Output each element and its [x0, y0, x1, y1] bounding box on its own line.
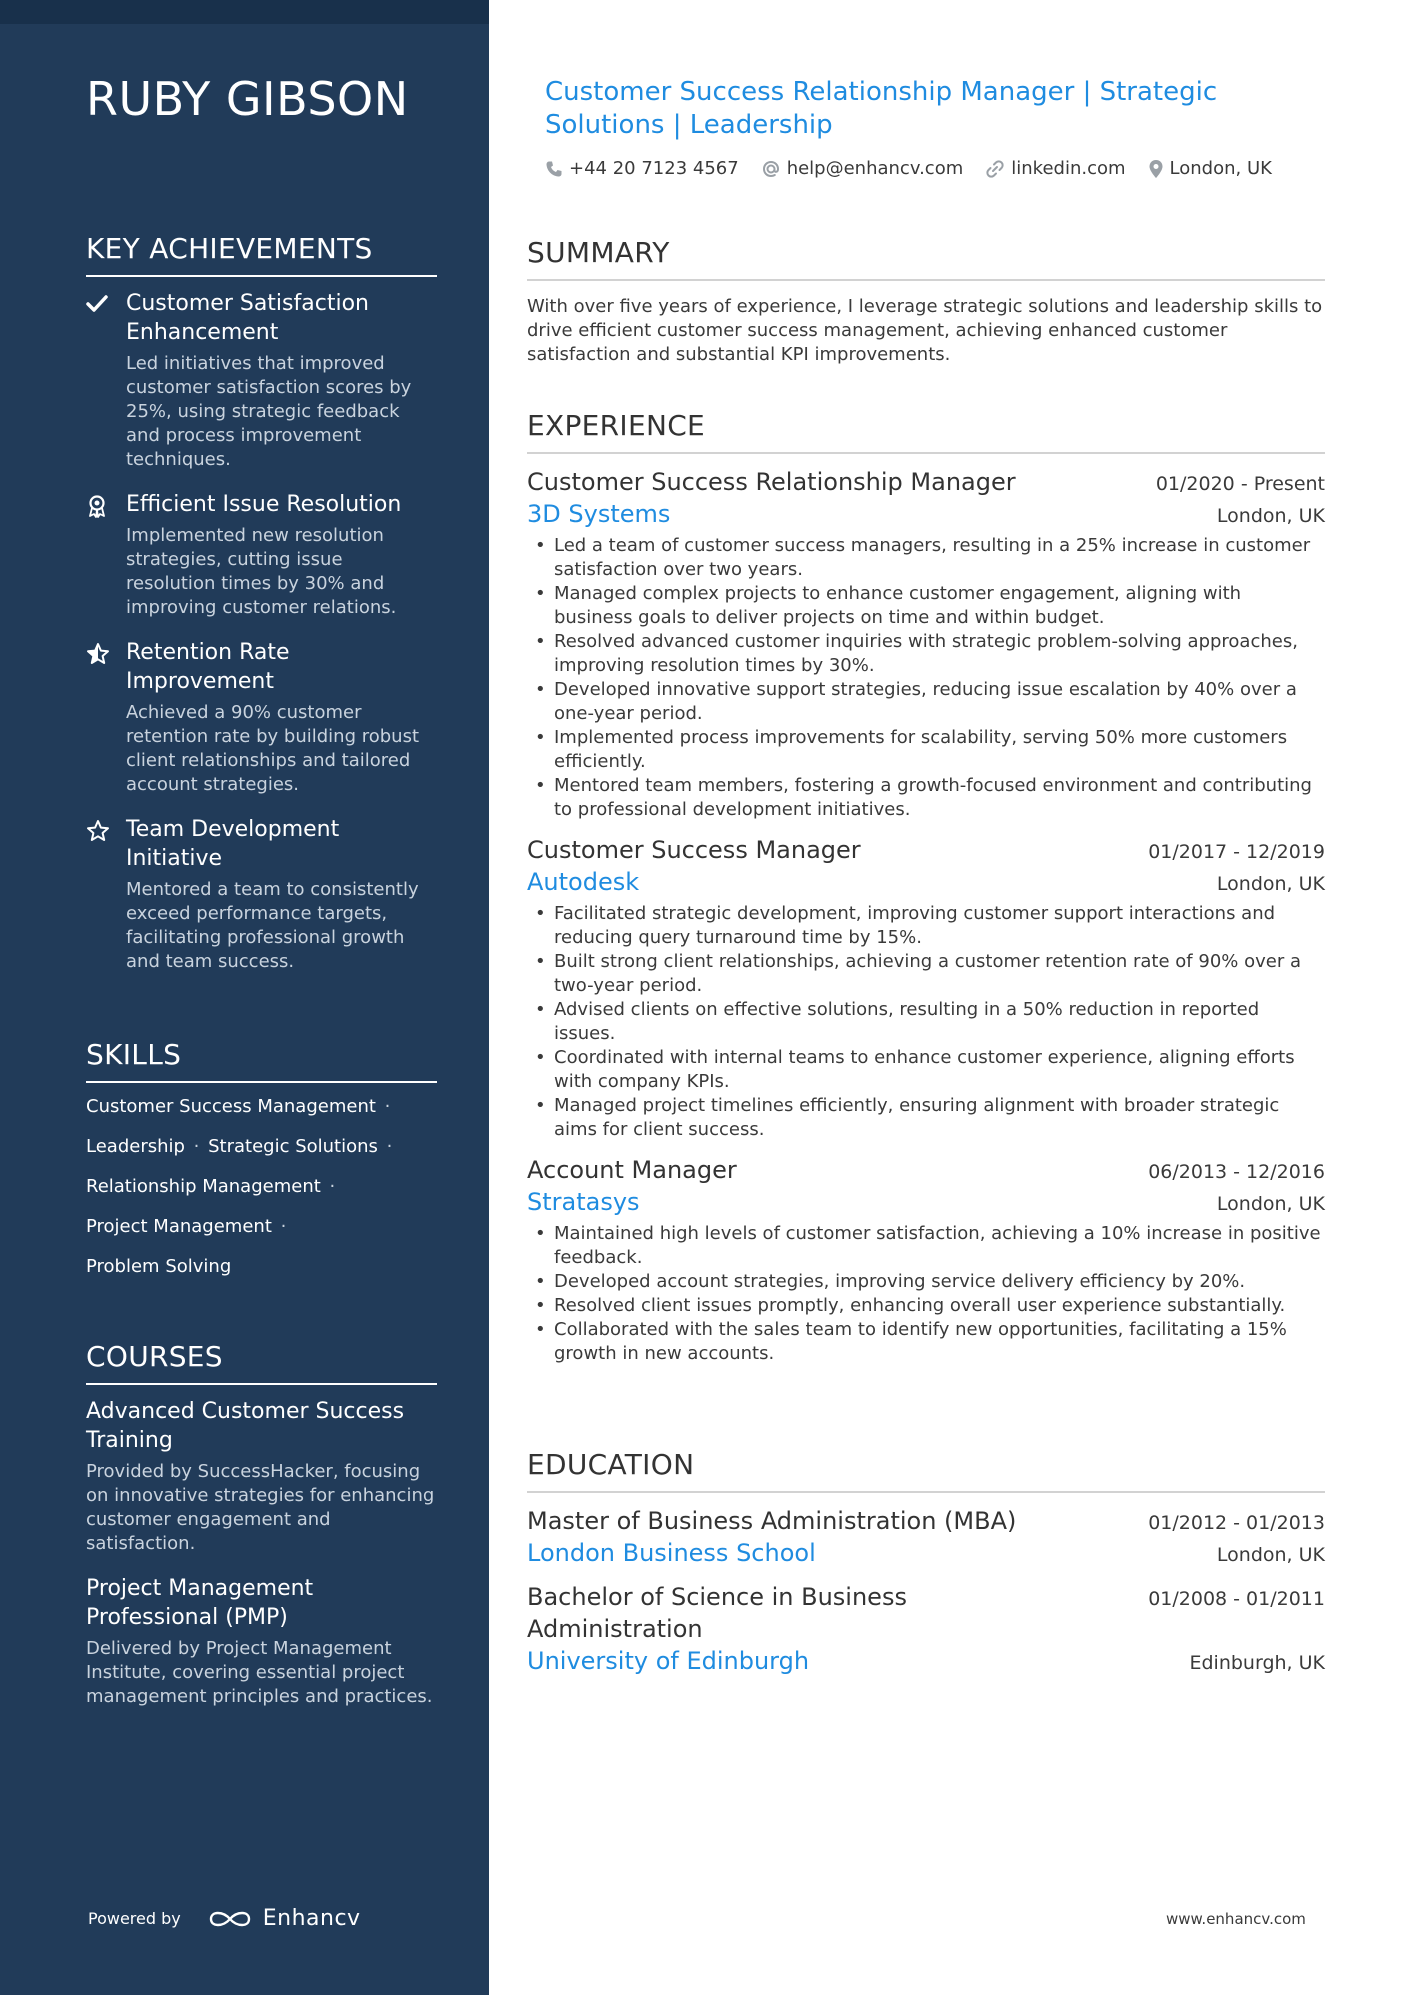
- email-text: help@enhancv.com: [786, 158, 964, 179]
- achievement-item: [86, 289, 437, 472]
- achievement-title: Customer Satisfaction Enhancement: [126, 291, 369, 345]
- job-entry: [527, 466, 1325, 822]
- contact-bar: [545, 158, 1294, 179]
- achievement-title: Team Development Initiative: [126, 817, 340, 871]
- contact-phone[interactable]: [545, 158, 739, 179]
- course-title: Advanced Customer Success Training: [86, 1399, 405, 1453]
- powered-by: [88, 1906, 361, 1931]
- achievement-desc: Achieved a 90% customer retention rate by building robust client relationships and tailored account strategies.: [126, 702, 420, 795]
- job-location: London, UK: [1216, 1193, 1325, 1215]
- job-bullet: • Developed account strategies, improving service delivery efficiency by 20%.: [527, 1270, 1325, 1294]
- achievement-item: [86, 490, 437, 620]
- job-title: Account Manager: [527, 1156, 737, 1184]
- job-bullet: • Facilitated strategic development, improving customer support interactions and reducing query turnaround time by 15%.: [527, 902, 1325, 950]
- skill-item: Project Management: [86, 1216, 272, 1237]
- education-date: 01/2008 - 01/2011: [1148, 1588, 1325, 1610]
- skills-section: [86, 1038, 437, 1295]
- job-bullet: • Managed project timelines efficiently, ensuring alignment with broader strategic aims for client success.: [527, 1094, 1325, 1142]
- job-location: London, UK: [1216, 873, 1325, 895]
- job-location: London, UK: [1216, 505, 1325, 527]
- company-name[interactable]: Autodesk: [527, 868, 640, 896]
- achievement-desc: Implemented new resolution strategies, cutting issue resolution times by 30% and improving customer relations.: [126, 525, 397, 618]
- job-bullet: • Advised clients on effective solutions, resulting in a 50% reduction in reported issues.: [527, 998, 1325, 1046]
- job-title: Customer Success Manager: [527, 836, 861, 864]
- skills-heading: SKILLS: [86, 1038, 437, 1083]
- achievement-item: [86, 815, 437, 974]
- brand-name: Enhancv: [262, 1906, 361, 1931]
- course-desc: Provided by SuccessHacker, focusing on innovative strategies for enhancing customer engagement and satisfaction.: [86, 1461, 435, 1554]
- education-entry: [527, 1581, 1325, 1677]
- job-bullet: • Implemented process improvements for scalability, serving 50% more customers efficiently.: [527, 726, 1325, 774]
- job-date: 01/2017 - 12/2019: [1148, 841, 1325, 863]
- job-entry: [527, 1154, 1325, 1366]
- degree-title: Bachelor of Science in Business Administration: [527, 1583, 907, 1643]
- contact-email[interactable]: [761, 158, 964, 179]
- job-bullet: • Led a team of customer success managers, resulting in a 25% increase in customer satisfaction over two years.: [527, 534, 1325, 582]
- skill-row: Project Management ·: [86, 1216, 287, 1237]
- education-date: 01/2012 - 01/2013: [1148, 1512, 1325, 1534]
- job-bullet: • Coordinated with internal teams to enhance customer experience, aligning efforts with company KPIs.: [527, 1046, 1325, 1094]
- experience-heading: EXPERIENCE: [527, 409, 1325, 454]
- achievement-desc: Mentored a team to consistently exceed performance targets, facilitating professional growth and team success.: [126, 879, 419, 972]
- powered-by-label: Powered by: [88, 1909, 181, 1928]
- skill-item: Customer Success Management: [86, 1096, 376, 1117]
- achievement-title: Retention Rate Improvement: [126, 640, 290, 694]
- job-bullet: • Built strong client relationships, achieving a customer retention rate of 90% over a two-year period.: [527, 950, 1325, 998]
- enhancv-logo-icon: [207, 1907, 253, 1931]
- experience-section: [527, 409, 1325, 1366]
- checkmark-icon: [86, 293, 110, 317]
- star-icon: [86, 819, 110, 843]
- sidebar: [0, 0, 489, 1995]
- sidebar-top-strip: [0, 0, 489, 24]
- job-bullet: • Developed innovative support strategies, reducing issue escalation by 40% over a one-year period.: [527, 678, 1325, 726]
- job-bullet: • Managed complex projects to enhance customer engagement, aligning with business goals to deliver projects on time and within budget.: [527, 582, 1325, 630]
- achievements-heading: KEY ACHIEVEMENTS: [86, 232, 437, 277]
- company-name[interactable]: 3D Systems: [527, 500, 671, 528]
- course-item: [86, 1397, 437, 1556]
- job-date: 01/2020 - Present: [1155, 473, 1325, 495]
- achievements-section: [86, 232, 437, 992]
- education-heading: EDUCATION: [527, 1448, 1325, 1493]
- at-icon: [761, 159, 781, 179]
- star-half-icon: [86, 642, 110, 666]
- skill-row: Relationship Management ·: [86, 1176, 336, 1197]
- link-icon: [985, 159, 1005, 179]
- skill-item: Relationship Management: [86, 1176, 321, 1197]
- job-bullet: • Maintained high levels of customer satisfaction, achieving a 10% increase in positive feedback.: [527, 1222, 1325, 1270]
- company-name[interactable]: Stratasys: [527, 1188, 640, 1216]
- achievement-desc: Led initiatives that improved customer satisfaction scores by 25%, using strategic feedback and process improvement techniques.: [126, 353, 412, 470]
- footer-url[interactable]: www.enhancv.com: [1166, 1910, 1306, 1928]
- degree-title: Master of Business Administration (MBA): [527, 1507, 1017, 1535]
- skill-item: Strategic Solutions: [208, 1136, 378, 1157]
- job-title: Customer Success Relationship Manager: [527, 468, 1016, 496]
- course-title: Project Management Professional (PMP): [86, 1576, 314, 1630]
- skill-row: Leadership · Strategic Solutions ·: [86, 1136, 393, 1157]
- education-section: [527, 1448, 1325, 1677]
- courses-section: [86, 1340, 437, 1727]
- candidate-name: RUBY GIBSON: [86, 72, 409, 126]
- skill-row: [86, 1255, 437, 1279]
- skill-row: Customer Success Management ·: [86, 1096, 391, 1117]
- location-pin-icon: [1148, 159, 1164, 179]
- summary-text: With over five years of experience, I leverage strategic solutions and leadership skills to drive efficient customer success management, achieving enhanced customer satisfaction and substantial KPI improvements.: [527, 296, 1323, 365]
- school-name[interactable]: London Business School: [527, 1539, 816, 1567]
- job-bullet: • Collaborated with the sales team to identify new opportunities, facilitating a 15% growth in new accounts.: [527, 1318, 1325, 1366]
- skill-item: Leadership: [86, 1136, 185, 1157]
- school-name[interactable]: University of Edinburgh: [527, 1647, 810, 1675]
- achievement-title: Efficient Issue Resolution: [126, 492, 402, 517]
- job-bullet: • Resolved client issues promptly, enhancing overall user experience substantially.: [527, 1294, 1325, 1318]
- summary-heading: SUMMARY: [527, 236, 1325, 281]
- phone-icon: [545, 160, 563, 178]
- headline: Customer Success Relationship Manager | Strategic Solutions | Leadership: [545, 77, 1218, 140]
- achievement-item: [86, 638, 437, 797]
- course-desc: Delivered by Project Management Institute, covering essential project management principles and practices.: [86, 1638, 433, 1707]
- job-entry: [527, 834, 1325, 1142]
- job-date: 06/2013 - 12/2016: [1148, 1161, 1325, 1183]
- summary-section: [527, 236, 1325, 367]
- contact-linkedin[interactable]: [985, 158, 1125, 179]
- award-icon: [86, 494, 110, 518]
- job-bullet: • Resolved advanced customer inquiries with strategic problem-solving approaches, improving resolution times by 30%.: [527, 630, 1325, 678]
- brand-logo[interactable]: [207, 1906, 361, 1931]
- skill-item: Problem Solving: [86, 1256, 232, 1277]
- courses-heading: COURSES: [86, 1340, 437, 1385]
- linkedin-text: linkedin.com: [1011, 158, 1126, 179]
- education-location: Edinburgh, UK: [1189, 1652, 1325, 1674]
- job-bullet: • Mentored team members, fostering a growth-focused environment and contributing to professional development initiatives.: [527, 774, 1325, 822]
- course-item: [86, 1574, 437, 1709]
- phone-text: +44 20 7123 4567: [569, 158, 739, 179]
- education-entry: [527, 1505, 1325, 1569]
- education-location: London, UK: [1216, 1544, 1325, 1566]
- contact-location: [1148, 158, 1272, 179]
- location-text: London, UK: [1169, 158, 1272, 179]
